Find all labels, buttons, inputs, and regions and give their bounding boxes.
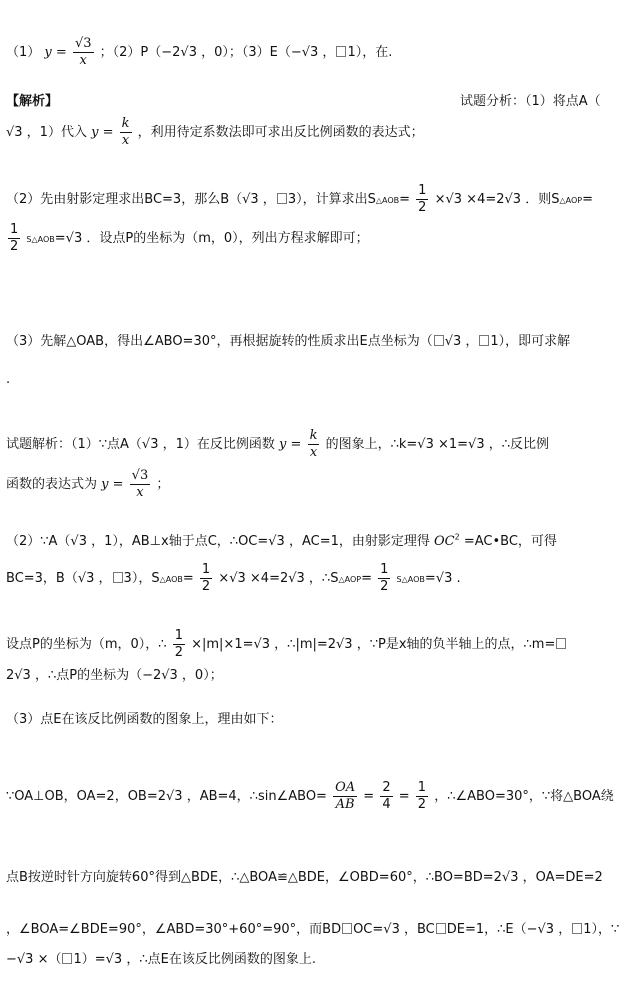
fraction: $\frac{2}{4}$ — [382, 780, 391, 812]
missing-glyph-box — [277, 193, 287, 204]
analysis-tag: 【解析】 — [6, 94, 59, 109]
fraction: $\frac{1}{2}$ — [417, 780, 427, 812]
fraction: $\frac{k}{x}$ — [121, 116, 130, 148]
formula-y: y = — [44, 45, 67, 60]
missing-glyph-box — [62, 953, 72, 964]
fraction: $\frac{k}{x}$ — [309, 428, 318, 460]
solution-line-1: 试题解析：（1）∵点A（√3 ，1）在反比例函数 y = $\frac{k}{x}$ 的图象上，∴k=√3 ×1=√3 ，∴反比例 — [6, 428, 549, 460]
analysis-lead: 试题分析：（1）将点A（ — [460, 94, 601, 109]
solution-line-6: 2√3 ，∴点P的坐标为（−2√3 ，0）； — [6, 668, 223, 683]
fraction: $\frac{√3}{x}$ — [131, 468, 149, 500]
analysis-line-2: （2）先由射影定理求出BC=3，那么B（√3 ， 3），计算求出S△AOB= $\frac{1}{2}$ ×√3 ×4=2√3 ．则S△AOP= — [6, 183, 593, 215]
solution-line-5: 设点P的坐标为（m，0），∴ $\frac{1}{2}$ ×|m|×1=√3 ，∴|m|=2√3 ，∵P是x轴的负半轴上的点，∴m= — [6, 628, 567, 661]
analysis-line-4: （3）先解△OAB，得出∠ABO=30°，再根据旋转的性质求出E点坐标为（ √3 ， 1），即可求解 — [6, 334, 571, 349]
analysis-line-1: √3 ，1）代入 y = $\frac{k}{x}$ ，利用待定系数法即可求出反比例函数的表达式； — [6, 116, 424, 148]
missing-glyph-box — [572, 923, 582, 934]
answer-line — [6, 36, 392, 69]
solution-line-10: ，∠BOA=∠BDE=90°，∠ABD=30°+60°=90°，而BD OC=√3 ，BC DE=1，∴E（−√3 ， 1），∵ — [6, 922, 620, 937]
missing-glyph-box — [479, 335, 489, 346]
analysis-line-3: $\frac{1}{2}$ S△AOB=√3 ．设点P的坐标为（m，0），列出方程求解即可； — [10, 222, 369, 254]
analysis-line-5: . — [6, 372, 11, 387]
solution-line-8: ∵OA⊥OB，OA=2，OB=2√3 ，AB=4，∴sin∠ABO= $\frac{OA}{AB}$ = $\frac{2}{4}$ = $\frac{1}{2}$ ，∴∠ABO=30°，∵将△BOA绕 — [6, 780, 614, 812]
fraction: $\frac{1}{2}$ — [174, 628, 183, 660]
answer-part2-3: ；（2）P（−2√3 ，0）；（3）E（−√3 ， — [99, 45, 336, 60]
solution-line-3: （2）∵A（√3 ，1），AB⊥x轴于点C，∴OC=√3 ，AC=1，由射影定理得 $OC^2$ =AC•BC，可得 — [6, 532, 557, 549]
fraction: $\frac{1}{2}$ — [201, 562, 211, 594]
missing-glyph-box — [342, 923, 352, 934]
missing-glyph-box — [556, 638, 566, 649]
solution-line-9: 点B按逆时针方向旋转60°得到△BDE，∴△BOA≌△BDE，∠OBD=60°，∴BO=BD=2√3 ，OA=DE=2 — [6, 870, 603, 885]
analysis-header — [6, 90, 58, 109]
missing-glyph-box — [436, 923, 446, 934]
solution-line-11: −√3 ×（ 1）=√3 ，∴点E在该反比例函数的图象上. — [6, 952, 316, 967]
solution-line-4: BC=3，B（√3 ， 3），S△AOB= $\frac{1}{2}$ ×√3 ×4=2√3 ，∴S△AOP= $\frac{1}{2}$ S△AOB=√3 . — [6, 562, 461, 594]
answer-tail: 1），在. — [347, 45, 393, 60]
missing-glyph-box — [336, 46, 346, 57]
missing-glyph-box — [113, 572, 123, 583]
answer-part1-label: （1） — [6, 45, 41, 60]
missing-glyph-box — [434, 335, 444, 346]
solution-line-7: （3）点E在该反比例函数的图象上，理由如下： — [6, 712, 283, 727]
fraction: $\frac{1}{2}$ — [10, 222, 19, 254]
solution-line-2: 函数的表达式为 y = $\frac{√3}{x}$ ； — [6, 468, 170, 500]
fraction: $\frac{1}{2}$ — [418, 183, 427, 215]
fraction: $\frac{OA}{AB}$ — [335, 780, 356, 812]
fraction: $\frac{√3}{x}$ — [74, 36, 92, 68]
fraction: $\frac{1}{2}$ — [380, 562, 389, 594]
